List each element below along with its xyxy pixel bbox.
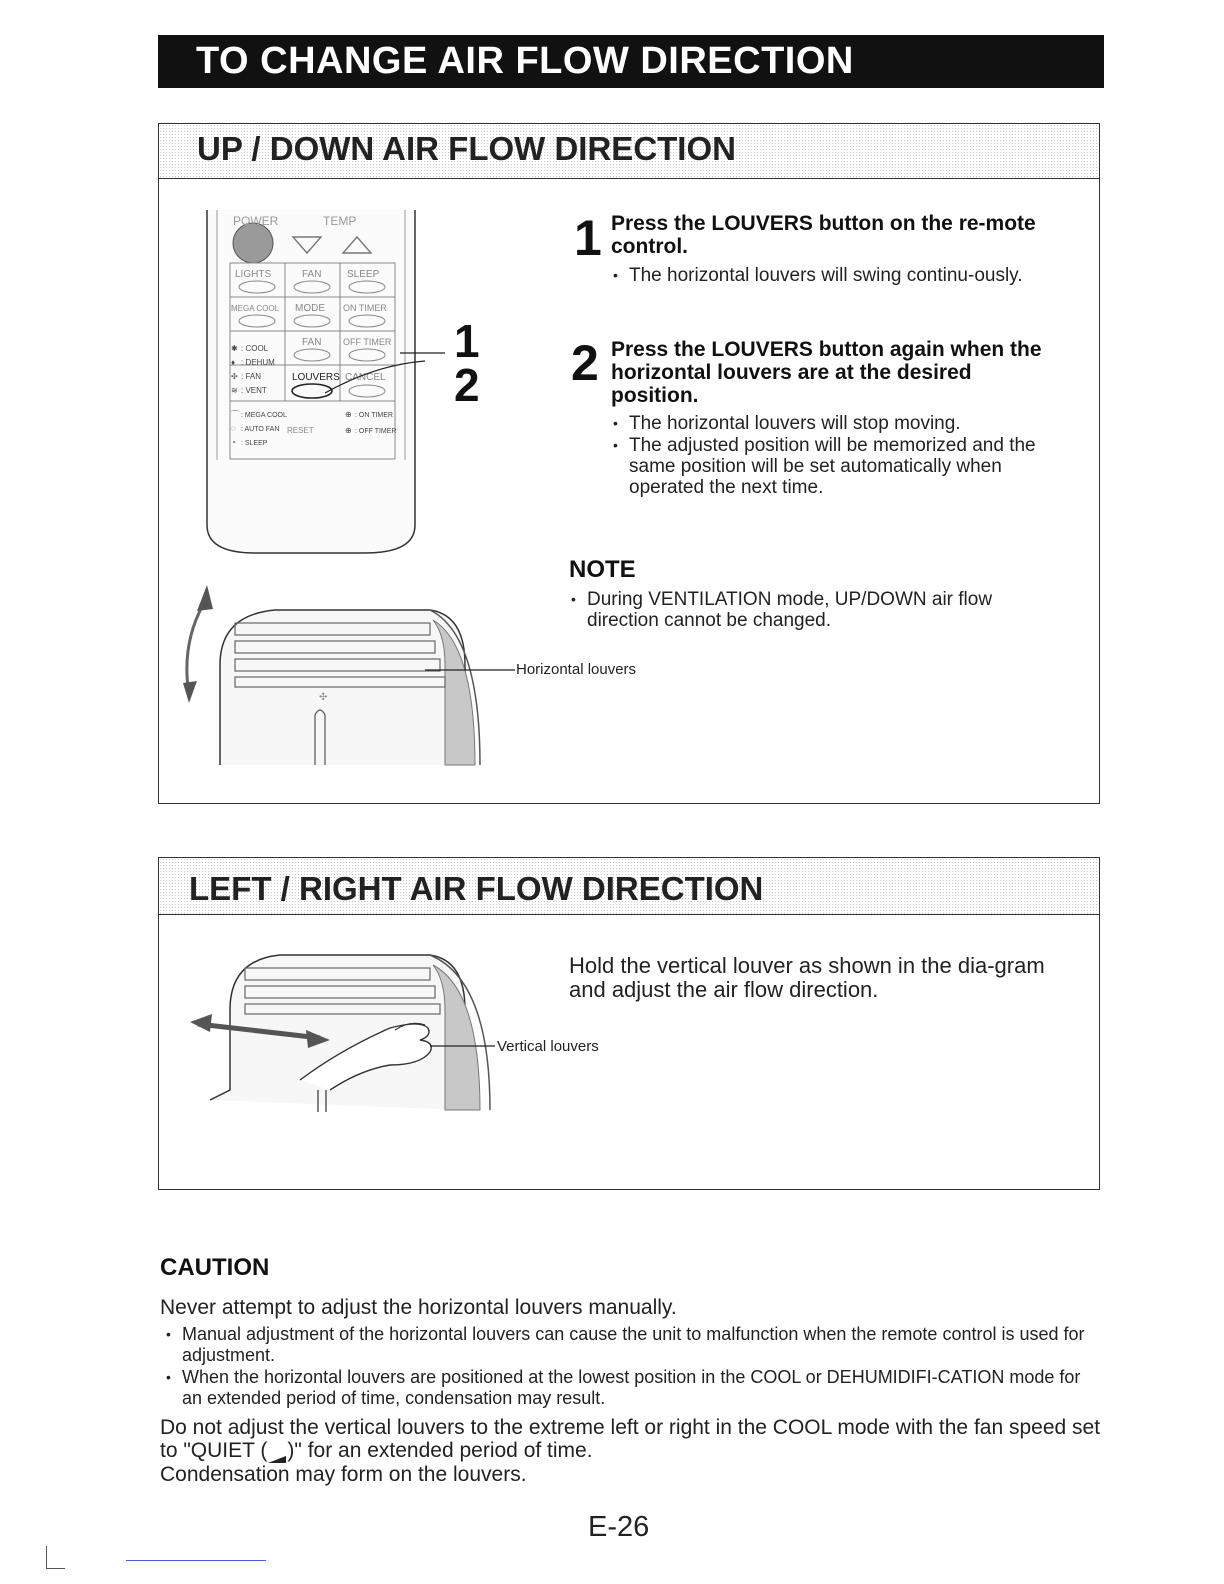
caution-line2-end: )" for an extended period of time. (287, 1439, 593, 1462)
cancel-label: CANCEL (345, 372, 386, 383)
note-bullet: • During VENTILATION mode, UP/DOWN air flow direction cannot be changed. (571, 589, 1061, 631)
step2-bullet: • The horizontal louvers will stop moving. (613, 413, 1058, 434)
leftright-panel-header (159, 858, 1099, 915)
unit-horizontal-louvers-illustration (175, 575, 520, 770)
horizontal-louvers-label: Horizontal louvers (516, 661, 637, 678)
leftright-title: LEFT / RIGHT AIR FLOW DIRECTION (189, 870, 764, 907)
step2-bullets (613, 413, 1058, 499)
updown-title: UP / DOWN AIR FLOW DIRECTION (197, 130, 736, 167)
svg-text:✣: ✣ (319, 692, 328, 703)
louvers-label: LOUVERS (292, 372, 340, 383)
caution-line2-start: Do not adjust the vertical louvers to the extreme left or right in the COOL mode with the fan speed set to "QUIET ( (160, 1416, 1101, 1462)
fan-speed-label: FAN (302, 269, 322, 280)
note-heading: NOTE (569, 556, 636, 583)
svg-text:✣: ✣ (231, 372, 238, 381)
svg-text:⊕: ⊕ (345, 426, 352, 435)
svg-text:≋: ≋ (231, 386, 238, 395)
step2-text: Press the LOUVERS button again when the horizontal louvers are at the desired position. (611, 338, 1042, 407)
mega-cool-label: MEGA COOL (231, 304, 280, 313)
legend-autofan: : AUTO FAN (241, 426, 280, 433)
caution-bullets (166, 1324, 1102, 1410)
legend-vent: : VENT (241, 386, 267, 395)
leftright-instruction: Hold the vertical louver as shown in the dia-gram and adjust the air flow direction. (569, 953, 1045, 1002)
updown-panel-header (159, 124, 1099, 179)
legend-fan: : FAN (241, 372, 262, 381)
bottom-rule (126, 1560, 266, 1561)
page-title: TO CHANGE AIR FLOW DIRECTION (158, 35, 1104, 88)
caution-heading: CAUTION (160, 1254, 270, 1281)
callout-1: 1 (454, 315, 480, 367)
svg-text:◔: ◔ (231, 438, 236, 447)
svg-text:✱: ✱ (231, 344, 238, 353)
caution-bullet: • Manual adjustment of the horizontal louvers can cause the unit to malfunction when the remote control is used for adjustment. (166, 1324, 1102, 1366)
step1-text: Press the LOUVERS button on the re-mote control. (611, 212, 1036, 258)
step1-number: 1 (574, 210, 602, 266)
legend-sleep: : SLEEP (241, 440, 268, 447)
legend-dehum: : DEHUM (241, 358, 275, 367)
step1-bullets (613, 265, 1058, 287)
quiet-fan-icon (267, 1446, 287, 1456)
remote-control-illustration (195, 205, 485, 565)
off-timer-label: OFF TIMER (343, 337, 392, 347)
legend-cool: : COOL (241, 344, 269, 353)
svg-text:⌒: ⌒ (231, 410, 239, 419)
step2-number: 2 (571, 335, 599, 391)
unit-vertical-louvers-illustration (190, 940, 500, 1115)
svg-text:⊕: ⊕ (345, 410, 352, 419)
temp-label: TEMP (323, 214, 357, 228)
on-timer-label: ON TIMER (343, 303, 387, 313)
caution-line2 (160, 1416, 1102, 1462)
power-label: POWER (233, 214, 279, 228)
legend-on-timer: : ON TIMER (355, 412, 393, 419)
note-bullets (571, 589, 1061, 632)
caution-line1: Never attempt to adjust the horizontal louvers manually. (160, 1296, 677, 1319)
vertical-louvers-label: Vertical louvers (497, 1038, 599, 1055)
svg-text:◌: ◌ (231, 424, 236, 433)
corner-mark (46, 1546, 65, 1569)
power-button (233, 223, 273, 263)
callout-2: 2 (454, 359, 480, 411)
sleep-label: SLEEP (347, 269, 380, 280)
legend-megacool: : MEGA COOL (241, 412, 287, 419)
legend-off-timer: : OFF TIMER (355, 428, 397, 435)
reset-label: RESET (287, 426, 314, 435)
lights-label: LIGHTS (235, 269, 272, 280)
fan-label: FAN (302, 337, 322, 348)
page-number: E-26 (588, 1511, 650, 1543)
step2-bullet: • The adjusted position will be memorized and the same position will be set automatically when operated the next time. (613, 435, 1058, 498)
step1-bullet: • The horizontal louvers will swing continu-ously. (613, 265, 1058, 286)
caution-line3: Condensation may form on the louvers. (160, 1463, 527, 1486)
mode-label: MODE (295, 303, 325, 314)
svg-text:♦: ♦ (231, 358, 236, 367)
caution-bullet: • When the horizontal louvers are positioned at the lowest position in the COOL or DEHUMIDIFI-CATION mode for an extended period of time, condensation may result. (166, 1367, 1102, 1409)
